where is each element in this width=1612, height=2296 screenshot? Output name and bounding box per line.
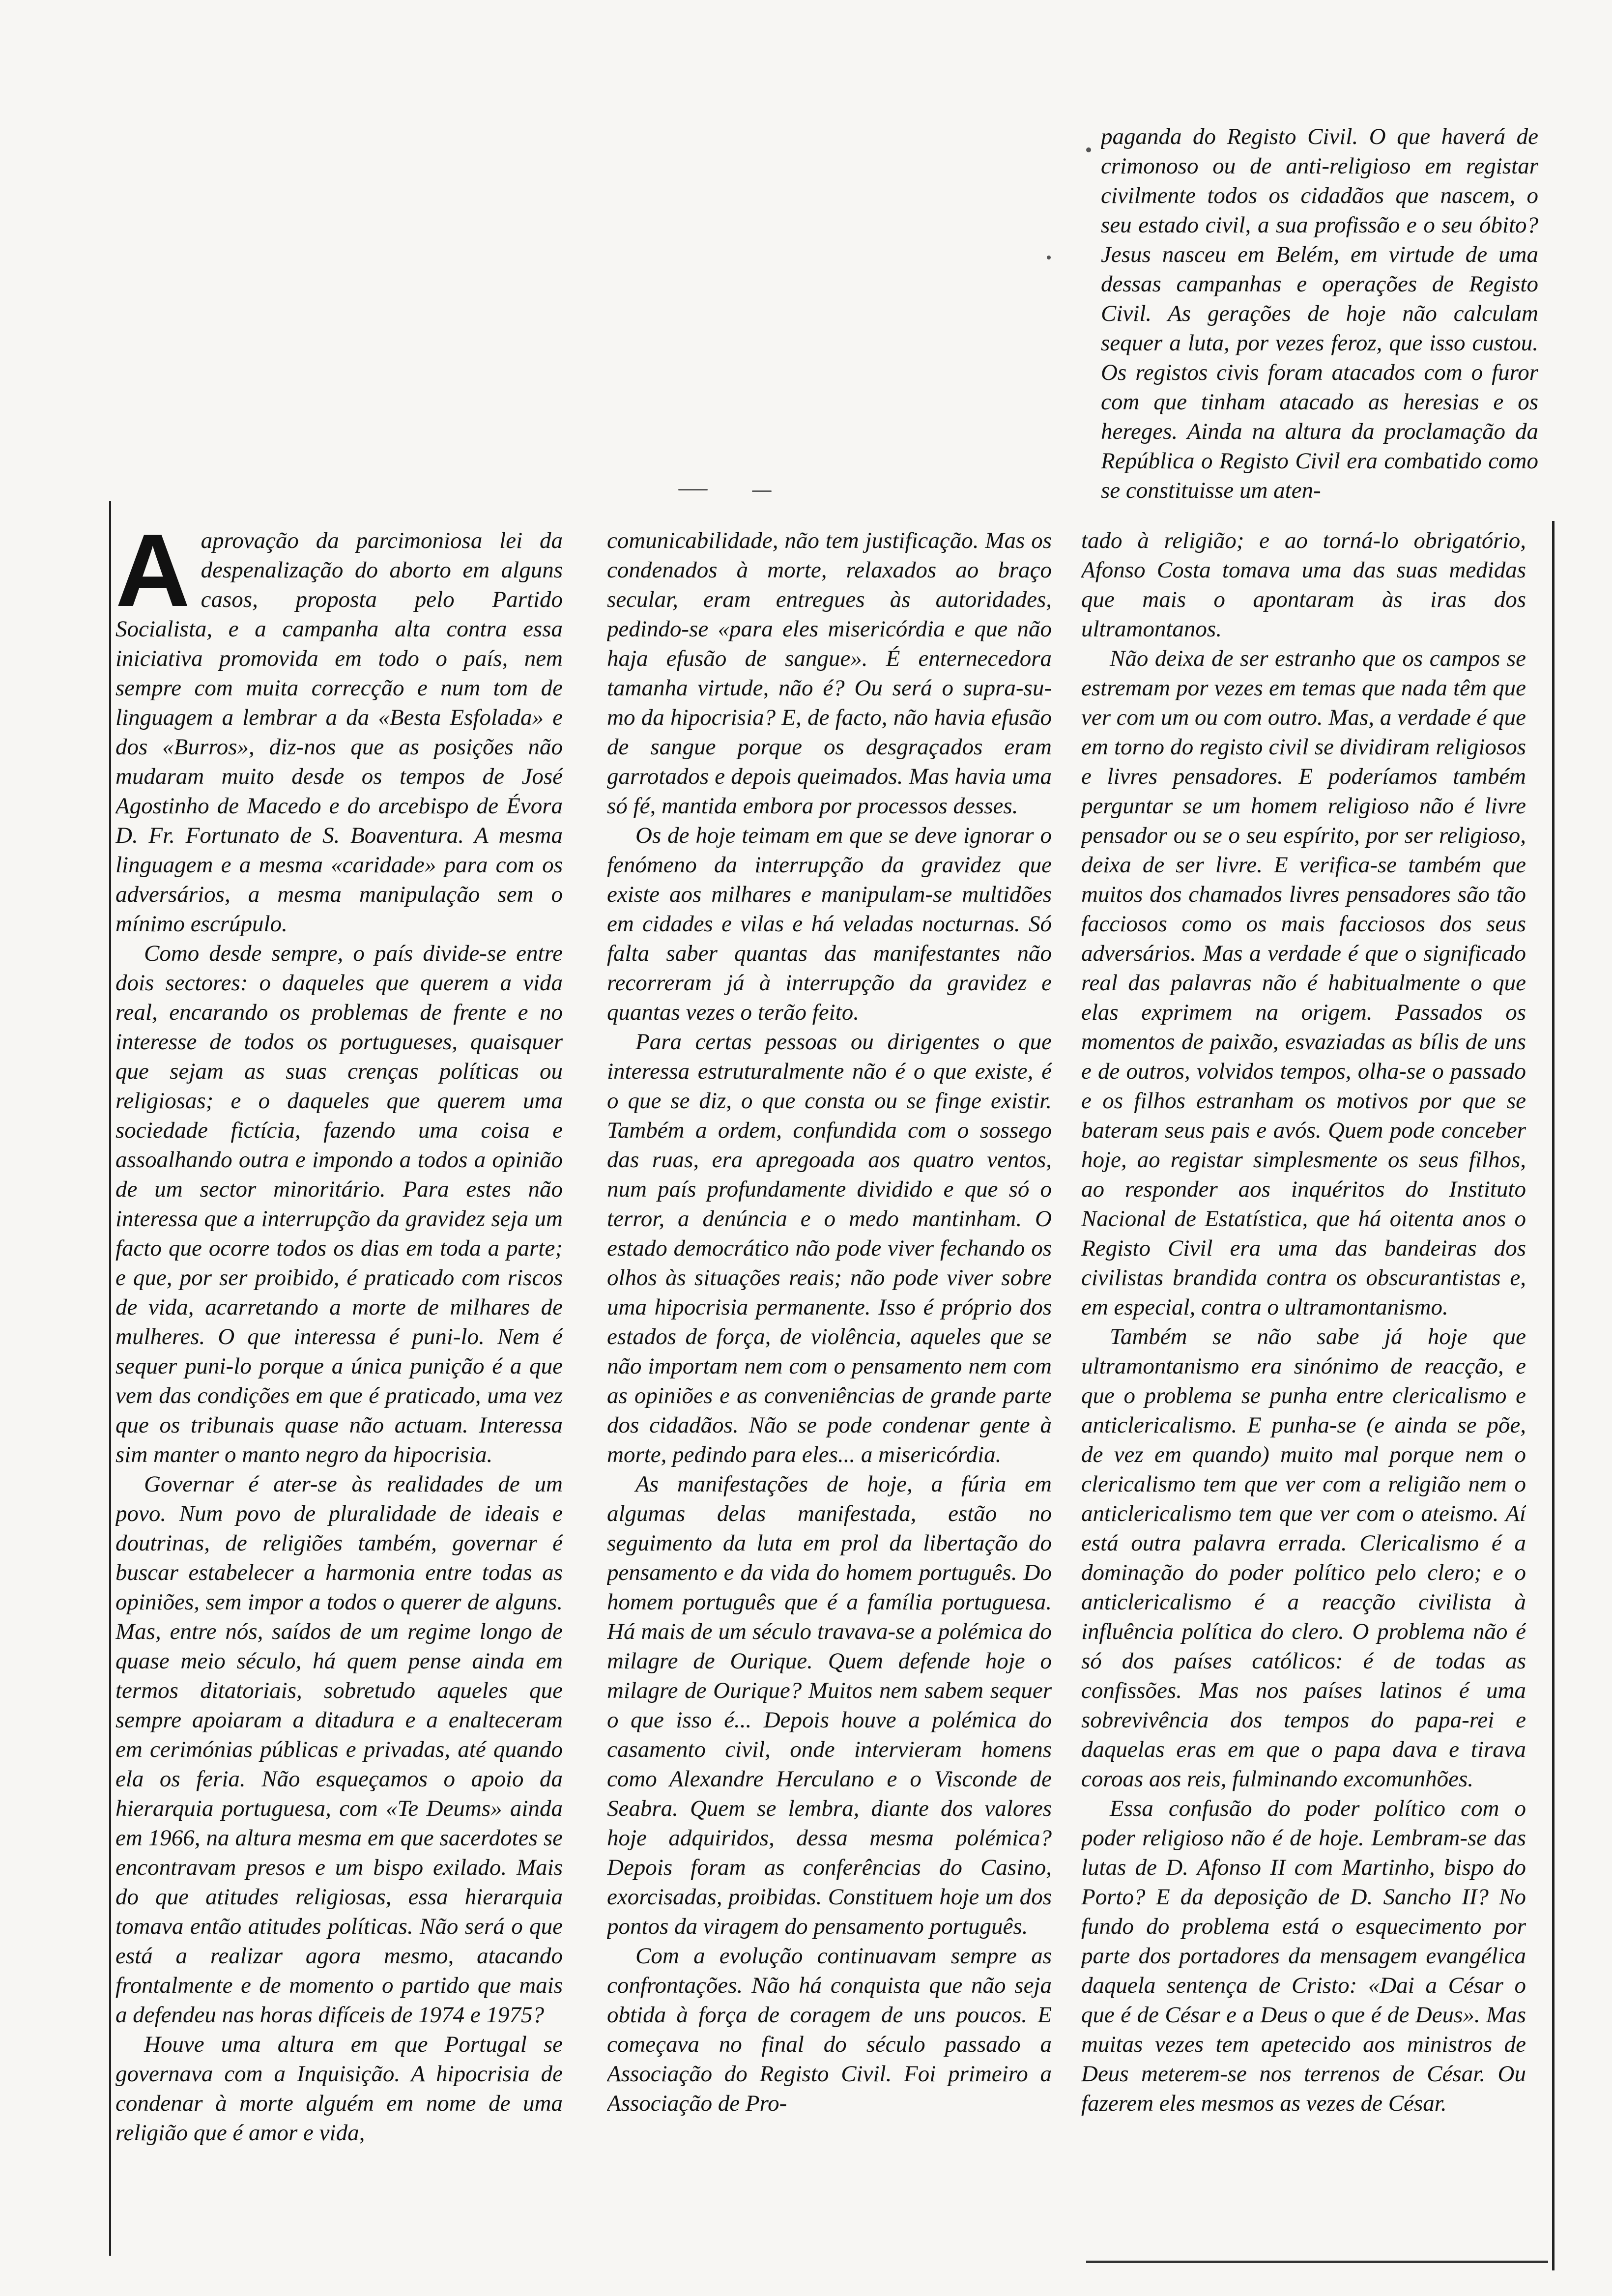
paragraph: Houve uma altura em que Portugal se governava com a Inquisição. A hipocrisia de condenar à morte alguém em nome de uma religião que é amor e vida, xyxy=(115,2032,563,2146)
paragraph: Como desde sempre, o país divide-se entre dois sectores: o daqueles que querem a vida real, encarando os problemas de frente e no interesse de todos os portugueses, quaisquer que sejam as suas crenças políticas ou religiosas; e o daqueles que querem uma sociedade fictícia, fazendo uma coisa e assoalhando outra e impondo a todos a opinião de um sector minoritário. Para estes não interessa que a interrupção da gravidez seja um facto que ocorre todos os dias em toda a parte; e que, por ser proibido, é praticado com riscos de vida, acarretando a morte de milhares de mulheres. O que interessa é puni-lo. Nem é sequer puni-lo porque a única punição é a que vem das condições em que é praticado, uma vez que os tribunais quase não actuam. Interessa sim manter o manto negro da hipocrisia. xyxy=(115,941,563,1467)
article-column-right xyxy=(1081,526,1526,2261)
paragraph-lead xyxy=(115,526,563,939)
article-column-middle xyxy=(607,526,1052,2261)
paragraph: Essa confusão do poder político com o poder religioso não é de hoje. Lembram-se das lutas de D. Afonso II com Martinho, bispo do Porto? E da deposição de D. Sancho II? No fundo do problema está o esquecimento por parte dos portadores da mensagem evangélica daquela sentença de Cristo: «Dai a César o que é de César e a Deus o que é de Deus». Mas muitas vezes tem apetecido aos ministros de Deus meterem-se nos terrenos de César. Ou fazerem eles mesmos as vezes de César. xyxy=(1081,1796,1526,2116)
paragraph: Com a evolução continuavam sempre as confrontações. Não há conquista que não seja obtida à força de coragem de uns poucos. E começava no final do século passado a Associação do Registo Civil. Foi primeiro a Associação de Pro- xyxy=(607,1943,1052,2116)
paragraph: As manifestações de hoje, a fúria em algumas delas manifestada, estão no seguimento da luta em prol da libertação do pensamento e da vida do homem português. Do homem português que é a família portuguesa. Há mais de um século travava-se a polémica do milagre de Ourique. Quem defende hoje o milagre de Ourique? Muitos nem sabem sequer o que isso é... Depois houve a polémica do casamento civil, onde intervieram homens como Alexandre Herculano e o Visconde de Seabra. Quem se lembra, diante dos valores hoje adquiridos, dessa mesma polémica? Depois foram as conferências do Casino, exorcisadas, proibidas. Constituem hoje um dos pontos da viragem do pensamento português. xyxy=(607,1471,1052,1939)
article-column-top-right xyxy=(1101,122,1538,515)
paragraph: tado à religião; e ao torná-lo obrigatório, Afonso Costa tomava uma das suas medidas que mais o apontaram às iras dos ultramontanos. xyxy=(1081,528,1526,642)
paragraph: Governar é ater-se às realidades de um povo. Num povo de pluralidade de ideais e doutrinas, de religiões também, governar é buscar estabelecer a harmonia entre todas as opiniões, sem impor a todos o querer de alguns. Mas, entre nós, saídos de um regime longo de quase meio século, há quem pense ainda em termos ditatoriais, sobretudo aqueles que sempre apoiaram a ditadura e a enalteceram em cerimónias públicas e privadas, até quando ela os feria. Não esqueçamos o apoio da hierarquia portuguesa, com «Te Deums» ainda em 1966, na altura mesma em que sacerdotes se encontravam presos e um bispo exilado. Mais do que atitudes religiosas, essa hierarquia tomava então atitudes políticas. Não será o que está a realizar agora mesmo, atacando frontalmente e de momento o partido que mais a defendeu nas horas difíceis de 1974 e 1975? xyxy=(115,1471,563,2028)
bottom-rule xyxy=(1086,2261,1548,2263)
paragraph: Para certas pessoas ou dirigentes o que interessa estruturalmente não é o que existe, é o que se diz, o que consta ou se finge existir. Também a ordem, confundida com o sossego das ruas, era apregoada aos quatro ventos, num país profundamente dividido e que só o terror, a denúncia e o medo mantinham. O estado democrático não pode viver fechando os olhos às situações reais; não pode viver sobre uma hipocrisia permanente. Isso é próprio dos estados de força, de violência, aqueles que se não importam nem com o pensamento nem com as opiniões e as conveniências de grande parte dos cidadãos. Não se pode condenar gente à morte, pedindo para eles... a misericórdia. xyxy=(607,1029,1052,1467)
scan-speck xyxy=(1047,256,1051,259)
lead-text: aprovação da parcimoniosa lei da despenalização do aborto em alguns casos, proposta pelo Partido Socialista, e a campanha alta contra essa iniciativa promovida em todo o país, nem sempre com muita correcção e num tom de linguagem a lembrar a da «Besta Esfolada» e dos «Burros», diz-nos que as posições não mudaram muito desde os tempos de José Agostinho de Macedo e do arcebispo de Évora D. Fr. Fortunato de S. Boaventura. A mesma linguagem e a mesma «caridade» para com os adversários, a mesma manipulação sem o mínimo escrúpulo. xyxy=(115,528,563,937)
scan-speck xyxy=(1086,147,1091,152)
paragraph: Não deixa de ser estranho que os campos se estremam por vezes em temas que nada têm que ver com um ou com outro. Mas, a verdade é que em torno do registo civil se dividiram religiosos e livres pensadores. E poderíamos também perguntar se um homem religioso não é livre pensador ou se o seu espírito, por ser religioso, deixa de ser livre. E verifica-se também que muitos dos chamados livres pensadores são tão facciosos como os mais facciosos dos seus adversários. Mas a verdade é que o significado real das palavras não é habitualmente o que elas exprimem na origem. Passados os momentos de paixão, esvaziadas as bílis de uns e de outros, volvidos tempos, olha-se o passado e os filhos estranham os motivos por que se bateram seus pais e avós. Quem pode conceber hoje, ao registar simplesmente os seus filhos, ao responder aos inquéritos do Instituto Nacional de Estatística, que há oitenta anos o Registo Civil era uma das bandeiras dos civilistas brandida contra os obscurantistas e, em especial, contra o ultramontanismo. xyxy=(1081,646,1526,1320)
paragraph: paganda do Registo Civil. O que haverá de crimonoso ou de anti-religioso em registar civilmente todos os cidadãos que nascem, o seu estado civil, a sua profissão e o seu óbito? Jesus nasceu em Belém, em virtude de uma dessas campanhas e operações de Registo Civil. As gerações de hoje não calculam sequer a luta, por vezes feroz, que isso custou. Os registos civis foram atacados com o furor com que tinham atacado as heresias e os hereges. Ainda na altura da proclamação da República o Registo Civil era combatido como se constituisse um aten- xyxy=(1101,124,1538,503)
paragraph: Também se não sabe já hoje que ultramontanismo era sinónimo de reacção, e que o problema se punha entre clericalismo e anticlericalismo. E punha-se (e ainda se põe, de vez em quando) muito mal porque nem o clericalismo tem que ver com a religião nem o anticlericalismo tem que ver com o ateismo. Aí está outra palavra errada. Clericalismo é a dominação do poder político pelo clero; e o anticlericalismo é a reacção civilista à influência política do clero. O problema não é só dos países católicos: é de todas as confissões. Mas nos países latinos é uma sobrevivência dos tempos do papa-rei e daquelas eras em que o papa dava e tirava coroas aos reis, fulminando excomunhões. xyxy=(1081,1324,1526,1792)
paragraph: comunicabilidade, não tem justificação. Mas os condenados à morte, relaxados ao braço secular, eram entregues às autoridades, pedindo-se «para eles misericórdia e que não haja efusão de sangue». É enternecedora tamanha virtude, não é? Ou será o supra-su-mo da hipocrisia? E, de facto, não havia efusão de sangue porque os desgraçados eram garrotados e depois queimados. Mas havia uma só fé, mantida embora por processos desses. xyxy=(607,528,1052,819)
left-column-rule xyxy=(109,501,111,2256)
paragraph: Os de hoje teimam em que se deve ignorar o fenómeno da interrupção da gravidez que existe aos milhares e manipulam-se multidões em cidades e vilas e há veladas nocturnas. Só falta saber quantas das manifestantes não recorreram já à interrupção da gravidez e quantas vezes o terão feito. xyxy=(607,823,1052,1025)
scan-speck xyxy=(678,489,708,490)
right-column-rule xyxy=(1552,521,1554,2270)
article-column-left xyxy=(115,526,563,2261)
scan-speck xyxy=(752,490,772,492)
drop-cap: A xyxy=(115,526,190,628)
